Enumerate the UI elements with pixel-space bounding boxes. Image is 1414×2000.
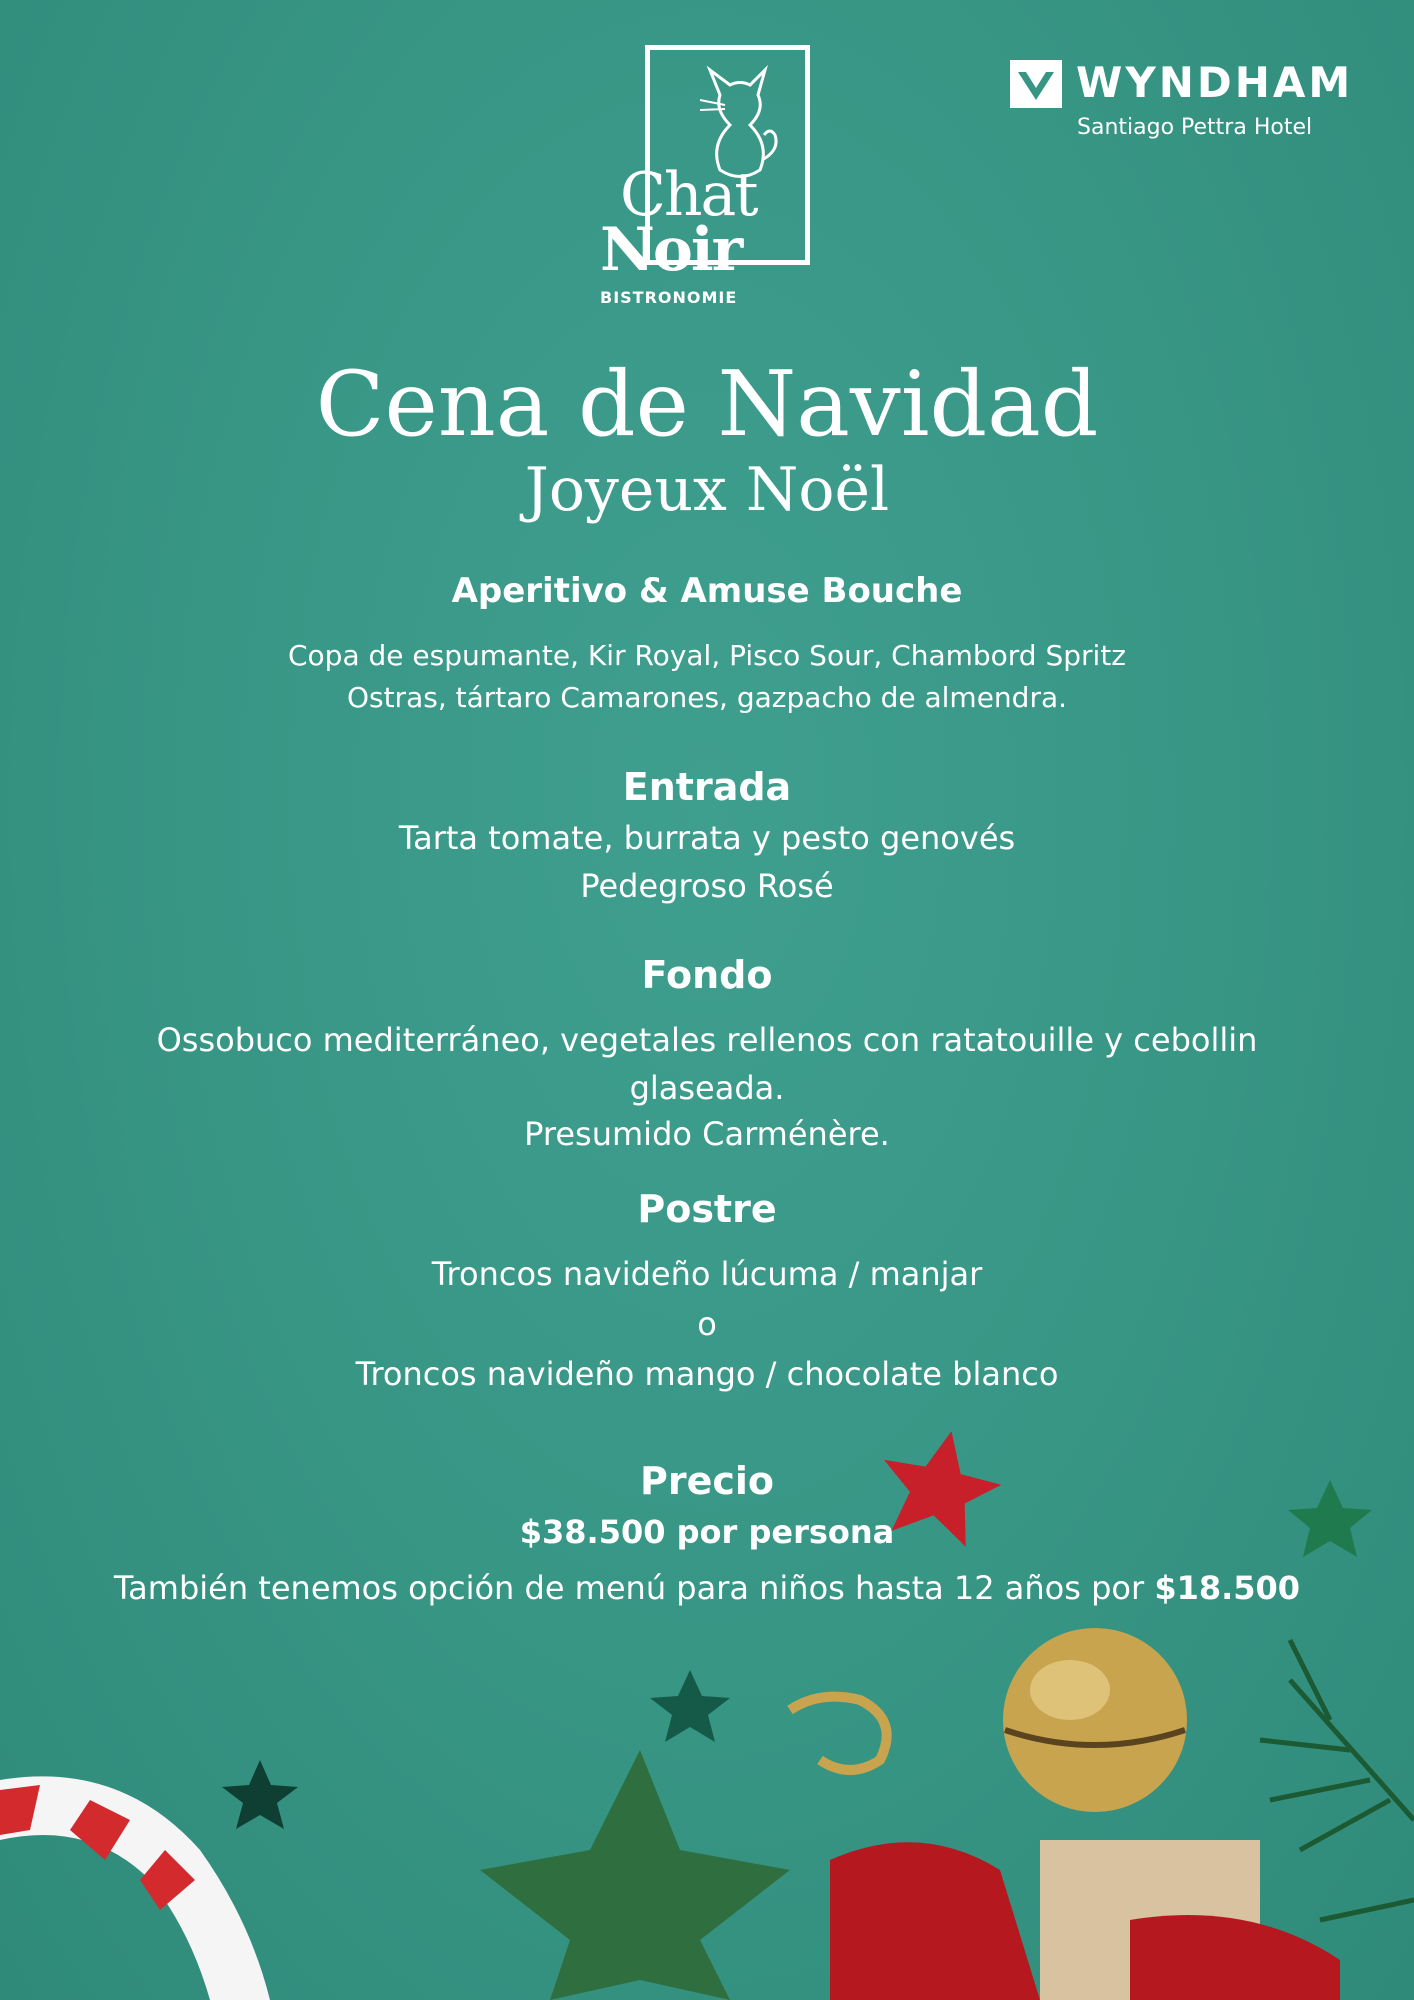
candy-cane-icon [0,1776,270,2000]
pine-branch-icon [1260,1640,1414,1920]
dark-star-icon [222,1760,298,1829]
gold-ribbon-icon [790,1697,887,1770]
jingle-bell-icon [1003,1628,1187,1812]
logo-word-chat: Chat [620,160,757,230]
postre-line-2: o [697,1305,717,1343]
aperitivo-line-1: Copa de espumante, Kir Royal, Pisco Sour, Chambord Spritz [288,639,1126,672]
wyndham-logo-box [1010,60,1062,108]
postre-heading: Postre [637,1187,777,1231]
page-subtitle: Joyeux Noël [524,455,890,525]
wyndham-mark-icon [1010,60,1062,108]
glitter-star-icon [480,1750,790,2000]
fondo-line-1: Ossobuco mediterráneo, vegetales rellenos con ratatouille y cebollin [156,1021,1258,1059]
kids-menu-label: También tenemos opción de menú para niños hasta 12 años por [113,1569,1155,1607]
postre-line-3: Troncos navideño mango / chocolate blanco [355,1355,1059,1393]
postre-line-1: Troncos navideño lúcuma / manjar [431,1255,983,1293]
hotel-name: Santiago Pettra Hotel [1077,115,1313,140]
aperitivo-line-2: Ostras, tártaro Camarones, gazpacho de almendra. [346,681,1068,714]
fondo-line-3: Presumido Carménère. [524,1115,890,1153]
red-bow-icon [830,1842,1040,2000]
entrada-line-1: Tarta tomate, burrata y pesto genovés [398,819,1016,857]
aperitivo-heading: Aperitivo & Amuse Bouche [451,571,963,611]
price-per-person: $38.500 por persona [519,1513,895,1551]
entrada-heading: Entrada [622,765,792,809]
dark-star-icon [650,1670,730,1742]
precio-heading: Precio [639,1459,775,1503]
fondo-line-2: glaseada. [629,1069,785,1107]
logo-subtitle: BISTRONOMIE [600,288,738,307]
kids-menu-text [0,1566,1414,1610]
fondo-heading: Fondo [641,953,773,997]
logo-word-noir: Noir [600,215,742,285]
brand-name: WYNDHAM [1076,58,1354,107]
kids-menu-price: $18.500 [1154,1569,1301,1607]
page-title: Cena de Navidad [315,352,1099,457]
entrada-line-2: Pedegroso Rosé [580,867,834,905]
